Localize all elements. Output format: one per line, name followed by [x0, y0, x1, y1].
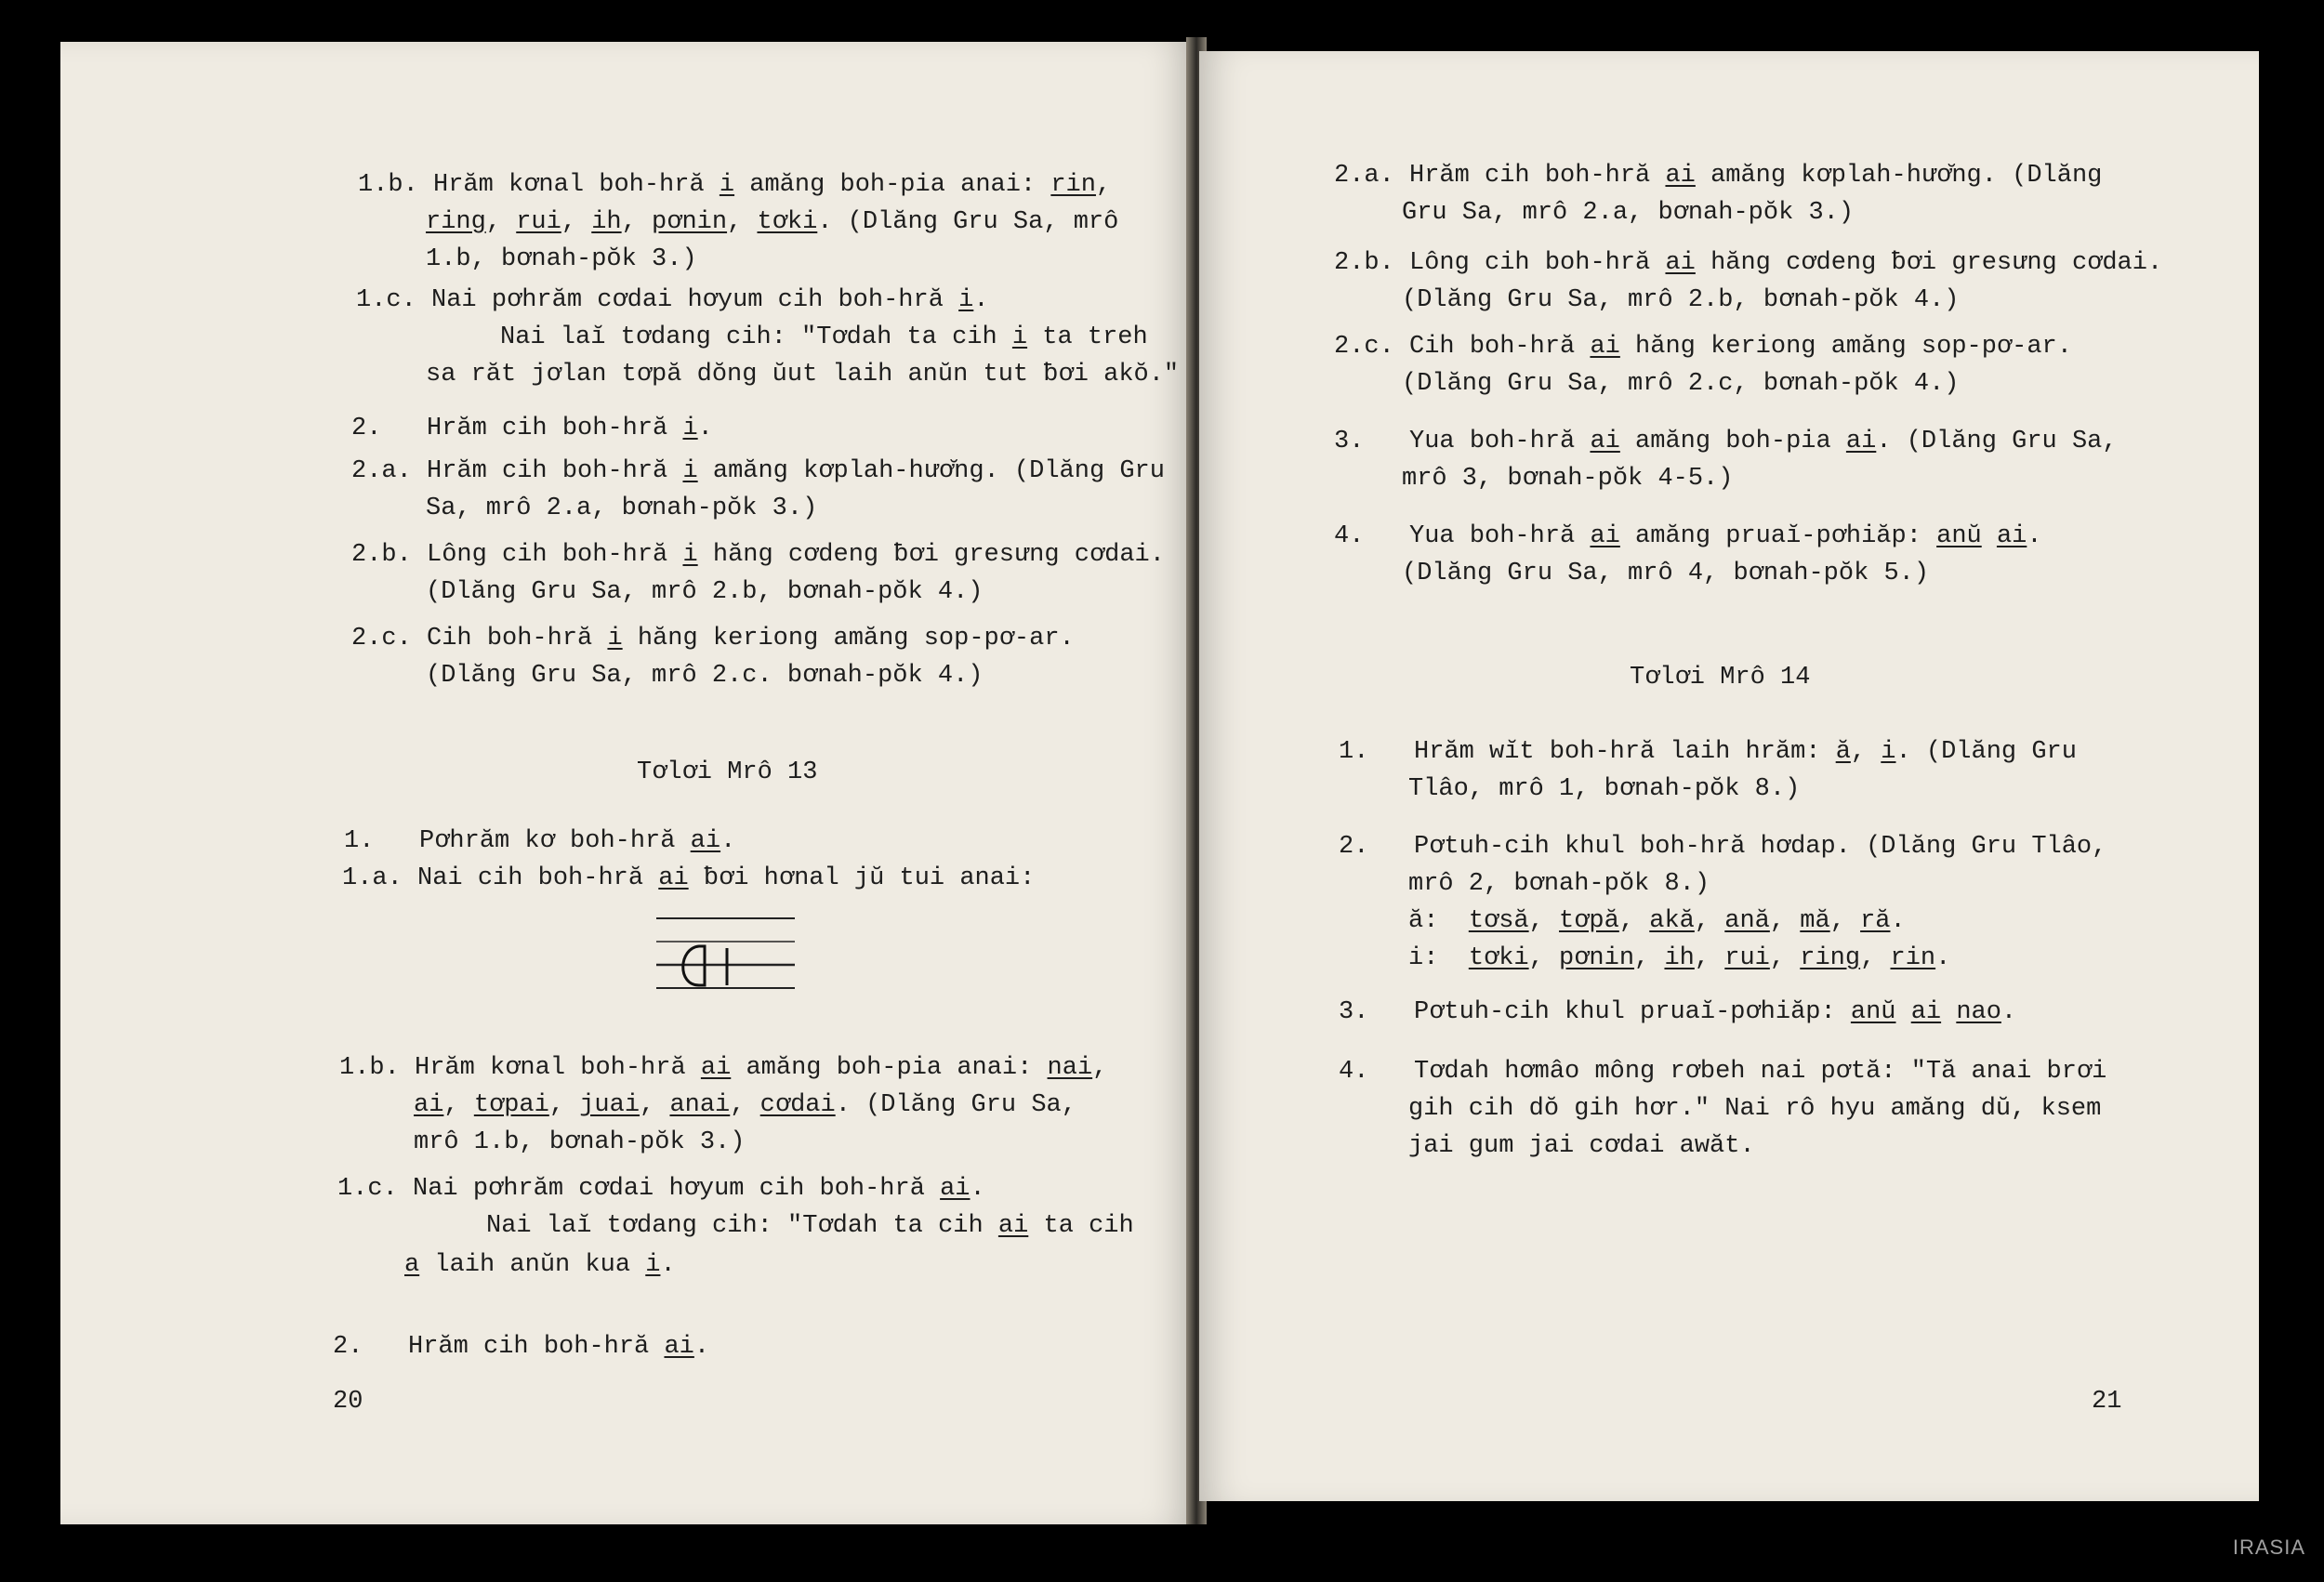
underlined-word: pơnin [1559, 944, 1635, 972]
text-line: mrô 3, bơnah-pŏk 4-5.) [1402, 465, 1734, 493]
underlined-word: tơki [1468, 944, 1529, 972]
text-line: 2. Pơtuh-cih khul boh-hră hơdap. (Dlăng Gru Tlâo, [1339, 833, 2107, 861]
text-line: mrô 1.b, bơnah-pŏk 3.) [414, 1128, 746, 1156]
underlined-word: i [682, 415, 698, 442]
underlined-word: i [682, 541, 698, 569]
underlined-word: ai [1665, 162, 1696, 190]
underlined-word: i [1881, 738, 1896, 766]
text-line: (Dlăng Gru Sa, mrô 2.c. bơnah-pŏk 4.) [426, 662, 984, 690]
underlined-word: ih [591, 208, 622, 236]
underlined-word: ai [1590, 428, 1620, 455]
text-line: 1.b. Hrăm kơnal boh-hră i amăng boh-pia anai: rin, [358, 171, 1112, 199]
underlined-word: rui [516, 208, 561, 236]
underlined-word: pơnin [652, 208, 728, 236]
text-line: 2.c. Cih boh-hră ai hăng keriong amăng sop-pơ-ar. [1334, 333, 2072, 361]
underlined-word: ai [997, 1212, 1029, 1240]
underlined-word: a [404, 1251, 420, 1279]
text-line: 1.c. Nai pơhrăm cơdai hơyum cih boh-hră ai. [337, 1175, 985, 1203]
underlined-word: ai [1590, 333, 1620, 361]
underlined-word: i [719, 171, 735, 199]
text-line: 4. Tơdah hơmâo mông rơbeh nai pơtă: "Tă anai brơi [1339, 1058, 2107, 1086]
text-line: Gru Sa, mrô 2.a, bơnah-pŏk 3.) [1402, 199, 1855, 227]
underlined-word: i [645, 1251, 661, 1279]
underlined-word: nao [1956, 998, 2001, 1026]
underlined-word: nai [1047, 1054, 1093, 1082]
text-line: 1.c. Nai pơhrăm cơdai hơyum cih boh-hră i. [356, 286, 989, 314]
text-line: ring, rui, ih, pơnin, tơki. (Dlăng Gru Sa, mrô [426, 208, 1119, 236]
underlined-word: mă [1800, 907, 1830, 935]
underlined-word: ai [690, 827, 721, 855]
section-heading: Tơlơi Mrô 13 [637, 758, 818, 786]
underlined-word: rui [1724, 944, 1770, 972]
underlined-word: tơsă [1468, 907, 1529, 935]
text-line: 3. Pơtuh-cih khul pruaĭ-pơhiăp: anŭ ai nao. [1339, 998, 2017, 1026]
text-line: (Dlăng Gru Sa, mrô 2.c, bơnah-pŏk 4.) [1402, 370, 1960, 398]
underlined-word: i [1011, 323, 1028, 351]
right-page [1199, 51, 2259, 1501]
text-line: (Dlăng Gru Sa, mrô 2.b, bơnah-pŏk 4.) [1402, 286, 1960, 314]
text-line: 2. Hrăm cih boh-hră ai. [333, 1333, 710, 1361]
page-number: 20 [333, 1388, 363, 1416]
text-line: 3. Yua boh-hră ai amăng boh-pia ai. (Dlăng Gru Sa, [1334, 428, 2118, 455]
page-number: 21 [2092, 1388, 2122, 1416]
text-line: a laih anŭn kua i. [404, 1251, 676, 1279]
underlined-word: ai [700, 1054, 732, 1082]
text-line: jai gum jai cơdai awăt. [1408, 1132, 1755, 1160]
watermark-label: IRASIA [2232, 1536, 2305, 1559]
text-line: 2.c. Cih boh-hră i hăng keriong amăng sop-pơ-ar. [351, 625, 1075, 653]
underlined-word: ai [1665, 249, 1696, 277]
underlined-word: tơpai [473, 1091, 549, 1119]
text-line: ă: tơsă, tơpă, akă, ană, mă, ră. [1408, 907, 1906, 935]
text-line: 2.b. Lông cih boh-hră ai hăng cơdeng ƀơi gresưng cơdai. [1334, 249, 2163, 277]
underlined-word: ring [1800, 944, 1861, 972]
underlined-word: ai [658, 864, 689, 892]
text-line: 1.b. Hrăm kơnal boh-hră ai amăng boh-pia anai: nai, [339, 1054, 1108, 1082]
text-line: 1. Pơhrăm kơ boh-hră ai. [344, 827, 736, 855]
text-line: gih cih dŏ gih hơr." Nai rô hyu amăng dŭ, ksem [1408, 1095, 2102, 1123]
underlined-word: tơki [757, 208, 818, 236]
text-line: Tlâo, mrô 1, bơnah-pŏk 8.) [1408, 775, 1801, 803]
text-line: 1. Hrăm wĭt boh-hră laih hrăm: ă, i. (Dlăng Gru [1339, 738, 2077, 766]
underlined-word: ai [664, 1333, 694, 1361]
underlined-word: i [958, 286, 974, 314]
text-line: (Dlăng Gru Sa, mrô 4, bơnah-pŏk 5.) [1402, 560, 1930, 587]
text-line: 1.b, bơnah-pŏk 3.) [426, 245, 697, 273]
text-line: Nai laĭ tơdang cih: "Tơdah ta cih ai ta cih [486, 1212, 1134, 1240]
text-line: sa răt jơlan tơpă dŏng ŭut laih anŭn tut ƀơi akŏ." [426, 361, 1180, 389]
text-line: 2.a. Hrăm cih boh-hră i amăng kơplah-hươ̆ng. (Dlăng Gru [351, 457, 1165, 485]
underlined-word: rin [1890, 944, 1936, 972]
underlined-word: akă [1649, 907, 1695, 935]
text-line: i: tơki, pơnin, ih, rui, ring, rin. [1408, 944, 1951, 972]
handwriting-sample-ai [651, 911, 799, 1004]
text-line: Nai laĭ tơdang cih: "Tơdah ta cih i ta treh [500, 323, 1148, 351]
underlined-word: ă [1835, 738, 1851, 766]
underlined-word: cơdai [759, 1091, 836, 1119]
left-page [60, 42, 1193, 1524]
text-line: 2.a. Hrăm cih boh-hră ai amăng kơplah-hươ̆ng. (Dlăng [1334, 162, 2103, 190]
underlined-word: ai [1910, 998, 1942, 1026]
underlined-word: ih [1664, 944, 1695, 972]
underlined-word: ră [1860, 907, 1891, 935]
underlined-word: ai [1996, 522, 2027, 550]
underlined-word: ai [940, 1175, 971, 1203]
underlined-word: i [682, 457, 698, 485]
text-line: ai, tơpai, juai, anai, cơdai. (Dlăng Gru Sa, [414, 1091, 1076, 1119]
text-line: mrô 2, bơnah-pŏk 8.) [1408, 870, 1710, 898]
underlined-word: rin [1050, 171, 1096, 199]
underlined-word: anŭ [1850, 998, 1896, 1026]
text-line: Sa, mrô 2.a, bơnah-pŏk 3.) [426, 494, 818, 522]
underlined-word: anai [669, 1091, 731, 1119]
text-line: (Dlăng Gru Sa, mrô 2.b, bơnah-pŏk 4.) [426, 578, 984, 606]
underlined-word: ring [426, 208, 486, 236]
text-line: 2.b. Lông cih boh-hră i hăng cơdeng ƀơi gresưng cơdai. [351, 541, 1165, 569]
underlined-word: ană [1724, 907, 1770, 935]
underlined-word: juai [579, 1091, 640, 1119]
underlined-word: anŭ [1936, 522, 1982, 550]
text-line: 1.a. Nai cih boh-hră ai ƀơi hơnal jŭ tui anai: [342, 864, 1036, 892]
underlined-word: tơpă [1559, 907, 1619, 935]
underlined-word: ai [1590, 522, 1620, 550]
underlined-word: i [607, 625, 623, 653]
text-line: 2. Hrăm cih boh-hră i. [351, 415, 713, 442]
underlined-word: ai [414, 1091, 444, 1119]
text-line: 4. Yua boh-hră ai amăng pruaĭ-pơhiăp: anŭ ai. [1334, 522, 2042, 550]
section-heading: Tơlơi Mrô 14 [1630, 664, 1811, 692]
underlined-word: ai [1845, 428, 1877, 455]
